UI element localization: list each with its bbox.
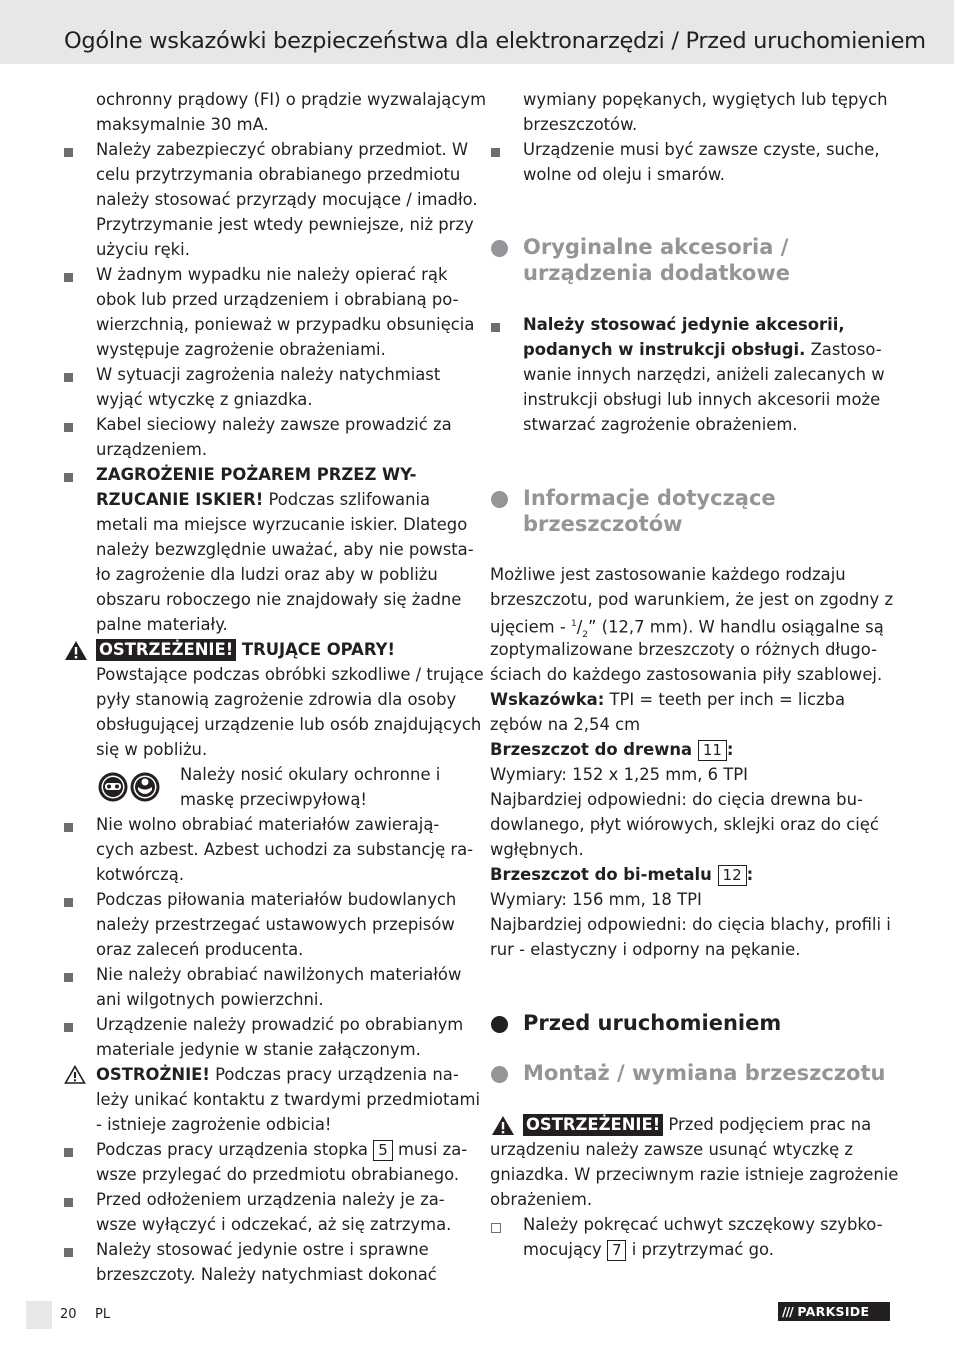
text-line: Możliwe jest zastosowanie każdego rodzaju: [490, 565, 846, 584]
text-line: należy stosować przyrządy mocujące / imadło.: [96, 190, 478, 209]
text-line: rur - elastyczny i odporny na pękanie.: [490, 940, 801, 959]
text-line: Należy stosować jedynie akcesorii,: [523, 315, 845, 334]
page-number: 20: [60, 1307, 77, 1322]
text-line: należy przestrzegać ustawowych przepisów: [96, 915, 455, 934]
section-heading-accessories: urządzenia dodatkowe: [523, 261, 791, 285]
text-line: ani wilgotnych powierzchni.: [96, 990, 324, 1009]
text-line: obok lub przed urządzeniem i obrabianą po-: [96, 290, 459, 309]
bullet-icon: [64, 1148, 73, 1157]
text-line: podanych w instrukcji obsługi. Zastoso-: [523, 340, 882, 359]
text-line: użyciu ręki.: [96, 240, 190, 259]
text-line: należy bezwzględnie uważać, aby nie powsta-: [96, 540, 474, 559]
text-line: Należy stosować jedynie ostre i sprawne: [96, 1240, 429, 1259]
toxic-fumes-warning: OSTRZEŻENIE! TRUJĄCE OPARY!: [96, 637, 395, 662]
caution-triangle-icon: [64, 1065, 86, 1084]
text-line: Należy pokręcać uchwyt szczękowy szybko-: [523, 1215, 883, 1234]
text-line: wanie innych narzędzi, aniżeli zalecanych w: [523, 365, 885, 384]
text-line: W żadnym wypadku nie należy opierać rąk: [96, 265, 448, 284]
text-line: Wskazówka: TPI = teeth per inch = liczba: [490, 690, 846, 709]
text-line: wsze przylegać do przedmiotu obrabianego.: [96, 1165, 460, 1184]
step-checkbox-icon: [491, 1223, 501, 1233]
warning-badge: OSTRZEŻENIE!: [523, 1114, 663, 1136]
fire-warning-title: ZAGROŻENIE POŻAREM PRZEZ WY-: [96, 465, 417, 484]
text-line: zoptymalizowane brzeszczoty o różnych długo-: [490, 640, 878, 659]
text-line: celu przytrzymania obrabianego przedmiotu: [96, 165, 461, 184]
text-line: cych azbest. Azbest uchodzi za substancję ra-: [96, 840, 474, 859]
text-line: Urządzenie należy prowadzić po obrabianym: [96, 1015, 464, 1034]
text-line: się w pobliżu.: [96, 740, 208, 759]
section-dot-icon: [491, 1066, 508, 1083]
text-line: obrażeniem.: [490, 1190, 593, 1209]
section-dot-icon: [491, 1016, 508, 1033]
bullet-icon: [64, 823, 73, 832]
warning-badge: OSTRZEŻENIE!: [96, 639, 236, 661]
bullet-icon: [64, 898, 73, 907]
bullet-icon: [64, 473, 73, 482]
part-number-box: 11: [698, 740, 727, 761]
text-line: maskę przeciwpyłową!: [180, 790, 367, 809]
text-line: Nie wolno obrabiać materiałów zawierają-: [96, 815, 440, 834]
text-line: Urządzenie musi być zawsze czyste, suche,: [523, 140, 880, 159]
text-line: maksymalnie 30 mA.: [96, 115, 269, 134]
text-line: Wymiary: 152 x 1,25 mm, 6 TPI: [490, 765, 748, 784]
text-line: ujęciem - $^1/_2$” (12,7 mm). W handlu osiągalne są: [490, 617, 884, 640]
bimetal-blade-heading: Brzeszczot do bi-metalu 12 :: [490, 865, 754, 884]
text-line: brzeszczotów.: [523, 115, 638, 134]
text-line: mocujący 7 i przytrzymać go.: [523, 1240, 774, 1259]
text-line: wymiany popękanych, wygiętych lub tępych: [523, 90, 888, 109]
unplug-warning: OSTRZEŻENIE! Przed podjęciem prac na: [523, 1112, 871, 1137]
text-line: ściach do każdego zastosowania piły szablowej.: [490, 665, 883, 684]
text-line: urządzeniem.: [96, 440, 208, 459]
section-heading-before-use: Przed uruchomieniem: [523, 1011, 782, 1035]
text-line: stwarzać zagrożenie obrażeniem.: [523, 415, 798, 434]
section-heading-blades: brzeszczotów: [523, 512, 683, 536]
page-title: Ogólne wskazówki bezpieczeństwa dla elektronarzędzi / Przed uruchomieniem: [64, 28, 926, 54]
text-line: W sytuacji zagrożenia należy natychmiast: [96, 365, 441, 384]
text-line: występuje zagrożenie obrażeniami.: [96, 340, 386, 359]
text-line: Wymiary: 156 mm, 18 TPI: [490, 890, 702, 909]
text-line: wierzchnią, ponieważ w przypadku obsunięcia: [96, 315, 475, 334]
bullet-icon: [64, 148, 73, 157]
brand-logo: /// PARKSIDE: [778, 1302, 890, 1321]
text-line: RZUCANIE ISKIER! Podczas szlifowania: [96, 490, 431, 509]
text-line: leży unikać kontaktu z twardymi przedmiotami: [96, 1090, 481, 1109]
text-line: palne materiały.: [96, 615, 228, 634]
text-line: ło zagrożenie dla ludzi oraz aby w pobliżu: [96, 565, 438, 584]
bullet-icon: [64, 373, 73, 382]
warning-triangle-icon: [64, 640, 88, 661]
text-line: obszaru roboczego nie znajdowały się żadne: [96, 590, 462, 609]
text-line: gniazdka. W przeciwnym razie istnieje zagrożenie: [490, 1165, 899, 1184]
section-heading-blade-mounting: Montaż / wymiana brzeszczotu: [523, 1061, 886, 1085]
bullet-icon: [64, 1023, 73, 1032]
bullet-icon: [64, 1198, 73, 1207]
text-line: Przytrzymanie jest wtedy pewniejsze, niż przy: [96, 215, 474, 234]
text-line: wolne od oleju i smarów.: [523, 165, 725, 184]
text-line: wgłębnych.: [490, 840, 584, 859]
section-heading-blades: Informacje dotyczące: [523, 486, 776, 510]
text-line: dowlanego, płyt wiórowych, sklejki oraz do cięć: [490, 815, 879, 834]
text-line: wsze wyłączyć i odczekać, aż się zatrzyma.: [96, 1215, 452, 1234]
caution-line: OSTROŻNIE! Podczas pracy urządzenia na-: [96, 1065, 459, 1084]
language-code: PL: [95, 1307, 111, 1322]
bullet-icon: [491, 323, 500, 332]
text-line: brzeszczotu, pod warunkiem, że jest on zgodny z: [490, 590, 894, 609]
page-header: [0, 0, 954, 64]
text-line: Nie należy obrabiać nawilżonych materiałów: [96, 965, 462, 984]
bullet-icon: [64, 1248, 73, 1257]
text-line: metali ma miejsce wyrzucanie iskier. Dlatego: [96, 515, 468, 534]
section-heading-accessories: Oryginalne akcesoria /: [523, 235, 789, 259]
text-line: Podczas pracy urządzenia stopka 5 musi za-: [96, 1140, 468, 1159]
text-line: pyły stanowią zagrożenie zdrowia dla osoby: [96, 690, 457, 709]
bullet-icon: [64, 273, 73, 282]
text-line: Należy zabezpieczyć obrabiany przedmiot. W: [96, 140, 469, 159]
bullet-icon: [491, 148, 500, 157]
text-line: Najbardziej odpowiedni: do cięcia blachy, profili i: [490, 915, 891, 934]
text-line: ochronny prądowy (FI) o prądzie wyzwalającym: [96, 90, 487, 109]
bullet-icon: [64, 973, 73, 982]
warning-triangle-icon: [491, 1115, 515, 1136]
text-line: Przed odłożeniem urządzenia należy je za-: [96, 1190, 445, 1209]
part-number-box: 5: [373, 1140, 393, 1161]
text-line: Podczas piłowania materiałów budowlanych: [96, 890, 457, 909]
text-line: urządzeniu należy zawsze usunąć wtyczkę z: [490, 1140, 853, 1159]
wood-blade-heading: Brzeszczot do drewna 11 :: [490, 740, 734, 759]
text-line: Należy nosić okulary ochronne i: [180, 765, 441, 784]
text-line: brzeszczoty. Należy natychmiast dokonać: [96, 1265, 437, 1284]
text-line: Powstające podczas obróbki szkodliwe / trujące: [96, 665, 484, 684]
goggles-and-mask-icon: [98, 770, 160, 804]
text-line: instrukcji obsługi lub innych akcesorii może: [523, 390, 881, 409]
footer-tab: [26, 1301, 52, 1329]
text-line: Kabel sieciowy należy zawsze prowadzić za: [96, 415, 452, 434]
text-line: - istnieje zagrożenie odbicia!: [96, 1115, 332, 1134]
text-line: Najbardziej odpowiedni: do cięcia drewna bu-: [490, 790, 863, 809]
text-line: materiale jedynie w stanie załączonym.: [96, 1040, 421, 1059]
text-line: zębów na 2,54 cm: [490, 715, 641, 734]
section-dot-icon: [491, 240, 508, 257]
text-line: wyjąć wtyczkę z gniazdka.: [96, 390, 313, 409]
text-line: obsługującej urządzenie lub osób znajdujących: [96, 715, 482, 734]
text-line: oraz zaleceń producenta.: [96, 940, 304, 959]
part-number-box: 12: [718, 865, 747, 886]
text-line: kotwórczą.: [96, 865, 185, 884]
section-dot-icon: [491, 491, 508, 508]
bullet-icon: [64, 423, 73, 432]
part-number-box: 7: [607, 1240, 627, 1261]
